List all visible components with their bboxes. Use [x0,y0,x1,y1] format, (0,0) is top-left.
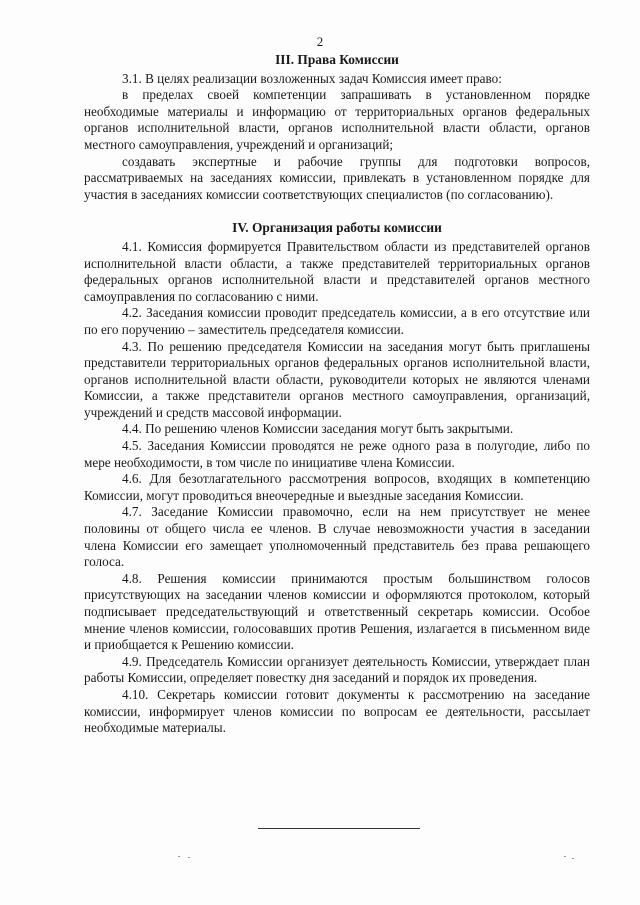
paragraph: 4.5. Заседания Комиссии проводятся не реже одного раза в полугодие, либо по мере необходимости, в том числе по инициативе члена Комиссии. [84,438,590,470]
section-heading: IV. Организация работы комиссии [232,220,442,236]
paragraph: 4.1. Комиссия формируется Правительством области из представителей органов исполнительной власти области, а также представителей территориальных органов федеральных органов исполнительной власти и представителей органов местного самоуправления по согласованию с ними. [84,238,590,304]
section-rights [84,52,590,203]
section-organization [84,220,590,736]
paragraph: 4.3. По решению председателя Комиссии на заседания могут быть приглашены представители территориальных органов федеральных органов исполнительной власти, органов исполнительной власти области, руководители которых не являются членами Комиссии, а также представители органов местного самоуправления, организаций, учреждений и средств массовой информации. [84,338,590,420]
document-body [84,52,590,737]
paragraph: в пределах своей компетенции запрашивать в установленном порядке необходимые материалы и информацию от территориальных органов федеральных органов исполнительной власти, органов исполнительной власти области, органов местного самоуправления, учреждений и организаций; [84,87,590,152]
paragraph: 4.9. Председатель Комиссии организует деятельность Комиссии, утверждает план работы Комиссии, определяет повестку дня заседаний и порядок их проведения. [84,653,590,686]
section-heading: III. Права Комиссии [275,52,399,67]
paragraph: 4.8. Решения комиссии принимаются простым большинством голосов присутствующих на заседании членов комиссии и оформляются протоколом, который подписывает председательствующий и ответственный секретарь комиссии. Особое мнение членов комиссии, голосовавших против Решения, излагается в письменном виде и приобщается к Решению комиссии. [84,570,590,653]
paragraph: 3.1. В целях реализации возложенных задач Комиссия имеет право: [122,70,502,86]
footer-divider [258,828,420,829]
paragraph: 4.7. Заседание Комиссии правомочно, если на нем присутствует не менее половины от общего числа ее членов. В случае невозможности участия в заседании члена Комиссии его замещает уполномоченный представитель без права решающего голоса. [84,504,590,570]
scan-speck [188,857,190,858]
paragraph: 4.2. Заседания комиссии проводит председатель комиссии, а в его отсутствие или по его поручению – заместитель председателя комиссии. [84,305,590,337]
scan-speck [572,858,574,859]
paragraph: 4.4. По решению членов Комиссии заседания могут быть закрытыми. [122,421,514,437]
paragraph: создавать экспертные и рабочие группы для подготовки вопросов, рассматриваемых на заседаниях комиссии, привлекать в установленном порядке для участия в заседаниях комиссии соответствующих специалистов (по согласованию). [84,153,590,202]
scan-speck [564,856,566,857]
scan-speck [178,856,180,857]
page-number: 2 [316,34,324,49]
paragraph: 4.6. Для безотлагательного рассмотрения вопросов, входящих в компетенцию Комиссии, могут проводиться внеочередные и выездные заседания Комиссии. [84,471,590,503]
paragraph: 4.10. Секретарь комиссии готовит документы к рассмотрению на заседание комиссии, информирует членов комиссии по вопросам ее деятельности, рассылает необходимые материалы. [84,686,590,736]
